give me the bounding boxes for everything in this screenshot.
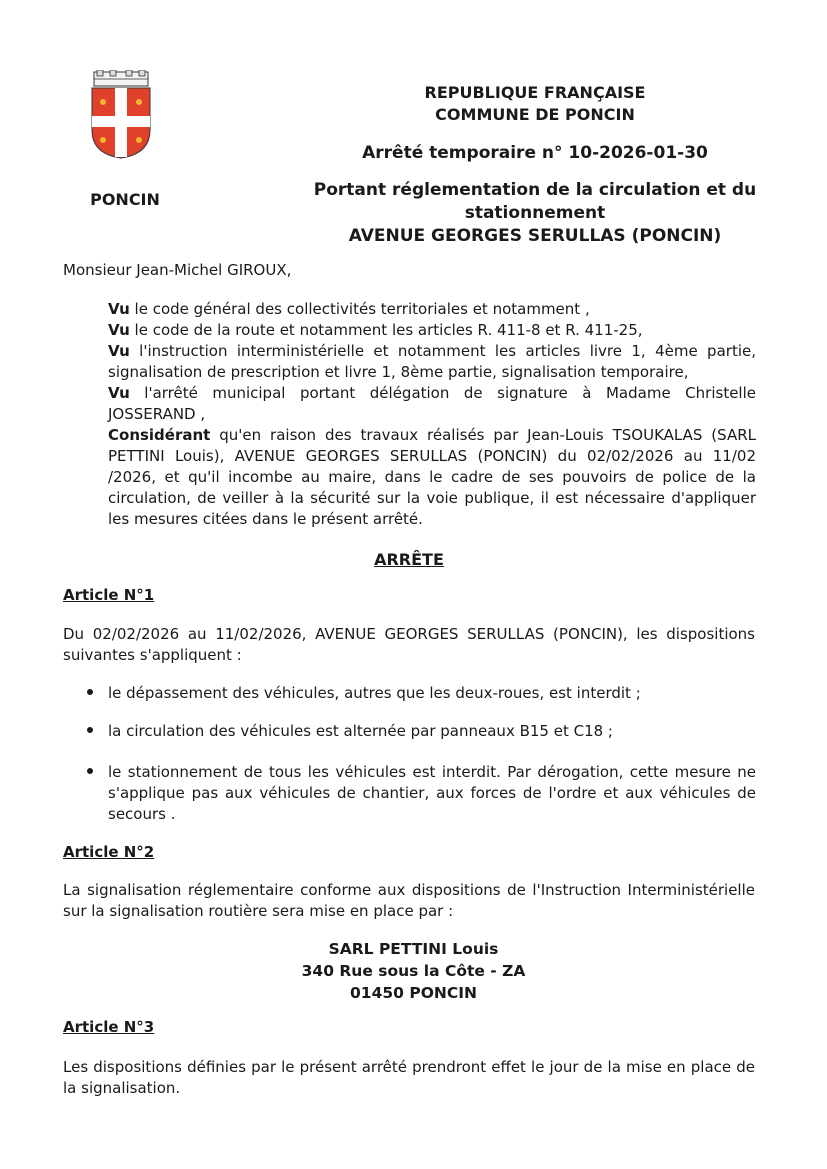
vu-text: le code général des collectivités territoriales et notamment ,	[134, 300, 590, 318]
article-3-title: Article N°3	[63, 1018, 155, 1036]
arrete-number: Arrêté temporaire n° 10-2026-01-30	[362, 143, 708, 163]
article-3-text: Les dispositions définies par le présent arrêté prendront effet le jour de la mise en place de la signalisation.	[63, 1058, 755, 1097]
arrete-title: ARRÊTE	[374, 550, 444, 569]
considerant-text: qu'en raison des travaux réalisés par Jean-Louis TSOUKALAS (SARL PETTINI Louis), AVENUE GEORGES SERULLAS (PONCIN) du 02/02/2026 au 11/02 /2026, et qu'il incombe au maire, dans le cadre de ses pouvoirs de police de la circulation, de veiller à la sécurité sur la voie publique, il est nécessaire d'appliquer les mesures citées dans le présent arrêté.	[108, 426, 756, 528]
bullet-icon	[87, 727, 93, 733]
vu-item-2	[108, 320, 756, 341]
subject-line-1: Portant réglementation de la circulation et du	[313, 180, 757, 200]
article-2-title: Article N°2	[63, 843, 155, 861]
vu-text: l'instruction interministérielle et notamment les articles livre 1, 4ème partie, signalisation de prescription et livre 1, 8ème partie, signalisation temporaire,	[108, 342, 756, 381]
vu-text: le code de la route et notamment les articles R. 411-8 et R. 411-25,	[134, 321, 643, 339]
coat-of-arms-logo	[88, 70, 154, 160]
vu-item-3	[108, 341, 756, 383]
subject-line-2: stationnement	[464, 203, 606, 223]
vu-label: Vu	[108, 384, 130, 402]
vu-label: Vu	[108, 342, 130, 360]
vu-item-4	[108, 383, 756, 425]
considerant-label: Considérant	[108, 426, 211, 444]
subject-line-3: AVENUE GEORGES SERULLAS (PONCIN)	[348, 226, 722, 246]
vu-label: Vu	[108, 300, 130, 318]
logo-caption: PONCIN	[90, 190, 160, 209]
bullet-icon	[87, 689, 93, 695]
vu-item-1	[108, 299, 756, 320]
article-1-bullet-1: le dépassement des véhicules, autres que les deux-roues, est interdit ;	[108, 684, 641, 702]
article-1-title: Article N°1	[63, 586, 155, 604]
article-2-text: La signalisation réglementaire conforme aux dispositions de l'Instruction Interministérielle sur la signalisation routière sera mise en place par :	[63, 881, 755, 920]
article-1-bullet-3: le stationnement de tous les véhicules est interdit. Par dérogation, cette mesure ne s'applique pas aux véhicules de chantier, aux forces de l'ordre et aux véhicules de secours .	[108, 763, 756, 823]
vu-label: Vu	[108, 321, 130, 339]
company-city: 01450 PONCIN	[350, 984, 477, 1002]
commune-heading: COMMUNE DE PONCIN	[435, 105, 635, 124]
article-1-intro: Du 02/02/2026 au 11/02/2026, AVENUE GEORGES SERULLAS (PONCIN), les dispositions suivantes s'appliquent :	[63, 625, 755, 664]
article-1-bullet-2: la circulation des véhicules est alternée par panneaux B15 et C18 ;	[108, 722, 613, 740]
company-address: 340 Rue sous la Côte - ZA	[301, 962, 526, 980]
bullet-icon	[87, 768, 93, 774]
republic-heading: REPUBLIQUE FRANÇAISE	[424, 83, 646, 102]
company-name: SARL PETTINI Louis	[328, 940, 499, 958]
considerant-paragraph	[108, 425, 756, 530]
vu-text: l'arrêté municipal portant délégation de signature à Madame Christelle JOSSERAND ,	[108, 384, 756, 423]
addressee: Monsieur Jean-Michel GIROUX,	[63, 261, 292, 279]
